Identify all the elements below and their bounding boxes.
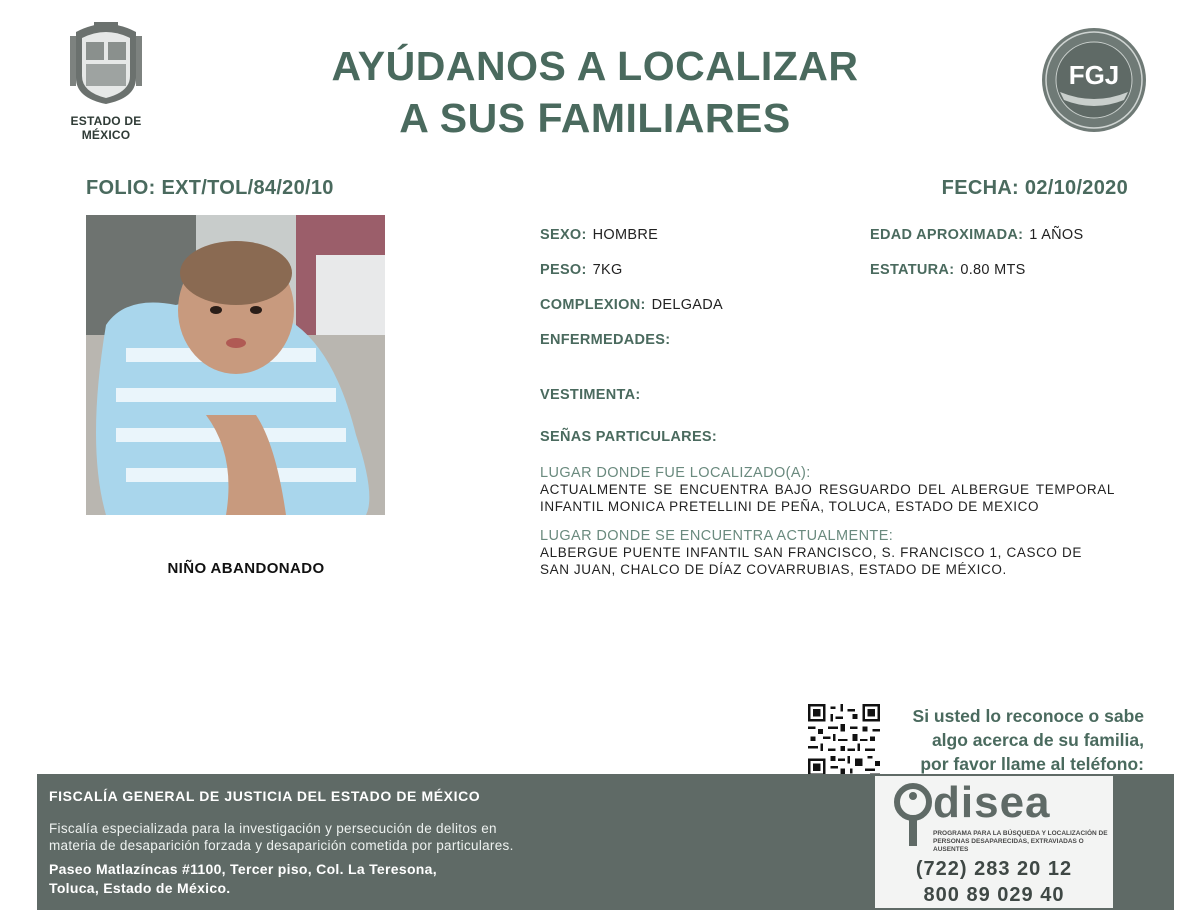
title-line-1: AYÚDANOS A LOCALIZAR (331, 43, 859, 89)
found-location-text: ACTUALMENTE SE ENCUENTRA BAJO RESGUARDO DEL ALBERGUE TEMPORAL INFANTIL MONICA PRETELLINI DE PEÑA, TOLUCA, ESTADO DE MEXICO (540, 482, 1115, 514)
odisea-logo-text: disea (933, 778, 1051, 827)
folio (86, 177, 334, 200)
enfermedades-label: ENFERMEDADES: (540, 332, 671, 348)
odisea-panel (875, 776, 1113, 908)
qr-code-icon[interactable] (808, 704, 880, 776)
call-line-2: algo acerca de su familia, (931, 730, 1144, 750)
fecha-value: 02/10/2020 (1024, 177, 1128, 199)
current-location-text: ALBERGUE PUENTE INFANTIL SAN FRANCISCO, S. FRANCISCO 1, CASCO DE SAN JUAN, CHALCO DE DÍAZ COVARRUBIAS, ESTADO DE MÉXICO. (540, 545, 1082, 577)
field-edad (870, 227, 1083, 243)
field-enfermedades (540, 332, 676, 348)
footer-address (49, 860, 609, 898)
phone-number-local[interactable]: (722) 283 20 12 (915, 858, 1073, 880)
odisea-pin-icon (893, 782, 933, 848)
fecha (890, 177, 1128, 200)
footer-addr-line-2: Toluca, Estado de México. (49, 880, 231, 896)
found-location-title: LUGAR DONDE FUE LOCALIZADO(A): (540, 465, 811, 481)
peso-label: PESO: (540, 262, 587, 278)
coat-of-arms-icon (68, 18, 144, 106)
child-photo-illustration (86, 215, 385, 515)
current-location-title: LUGAR DONDE SE ENCUENTRA ACTUALMENTE: (540, 528, 894, 544)
title-line-2: A SUS FAMILIARES (399, 95, 791, 141)
fgj-logo-text: FGJ (1068, 60, 1120, 90)
estatura-label: ESTATURA: (870, 262, 955, 278)
phone-number-tollfree[interactable]: 800 89 029 40 (923, 884, 1065, 906)
estado-de-mexico-logo (60, 18, 180, 142)
odisea-subtitle: PROGRAMA PARA LA BÚSQUEDA Y LOCALIZACIÓN DE PERSONAS DESAPARECIDAS, EXTRAVIADAS O AUSENTES (933, 830, 1108, 853)
sexo-label: SEXO: (540, 227, 587, 243)
field-peso (540, 262, 623, 278)
senas-label: SEÑAS PARTICULARES: (540, 429, 718, 445)
edad-label: EDAD APROXIMADA: (870, 227, 1024, 243)
folio-value: EXT/TOL/84/20/10 (161, 177, 334, 199)
vestimenta-label: VESTIMENTA: (540, 387, 641, 403)
footer-title: FISCALÍA GENERAL DE JUSTICIA DEL ESTADO DE MÉXICO (49, 788, 481, 804)
footer-addr-line-1: Paseo Matlazíncas #1100, Tercer piso, Col. La Teresona, (49, 861, 437, 877)
field-complexion (540, 297, 723, 313)
call-line-3: por favor llame al teléfono: (920, 754, 1144, 774)
peso-value: 7KG (592, 262, 623, 278)
field-estatura (870, 262, 1026, 278)
footer-desc-line-1: Fiscalía especializada para la investigación y persecución de delitos en (49, 821, 497, 836)
field-sexo (540, 227, 658, 243)
folio-label: FOLIO: (86, 177, 156, 199)
fecha-label: FECHA: (941, 177, 1020, 199)
state-logo-label: ESTADO DE MÉXICO (70, 114, 142, 142)
page-title (200, 40, 990, 144)
estatura-value: 0.80 MTS (960, 262, 1026, 278)
call-line-1: Si usted lo reconoce o sabe (912, 706, 1144, 726)
footer (37, 774, 1174, 910)
field-senas (540, 429, 723, 445)
footer-description (49, 820, 629, 854)
missing-person-photo (86, 215, 385, 515)
complexion-value: DELGADA (651, 297, 724, 313)
call-to-action (878, 704, 1144, 776)
edad-value: 1 AÑOS (1029, 227, 1084, 243)
case-type-label: NIÑO ABANDONADO (167, 560, 325, 577)
fgj-seal-icon (1040, 26, 1148, 134)
complexion-label: COMPLEXION: (540, 297, 646, 313)
field-vestimenta (540, 387, 647, 403)
sexo-value: HOMBRE (592, 227, 659, 243)
footer-desc-line-2: materia de desaparición forzada y desaparición cometida por particulares. (49, 838, 514, 853)
